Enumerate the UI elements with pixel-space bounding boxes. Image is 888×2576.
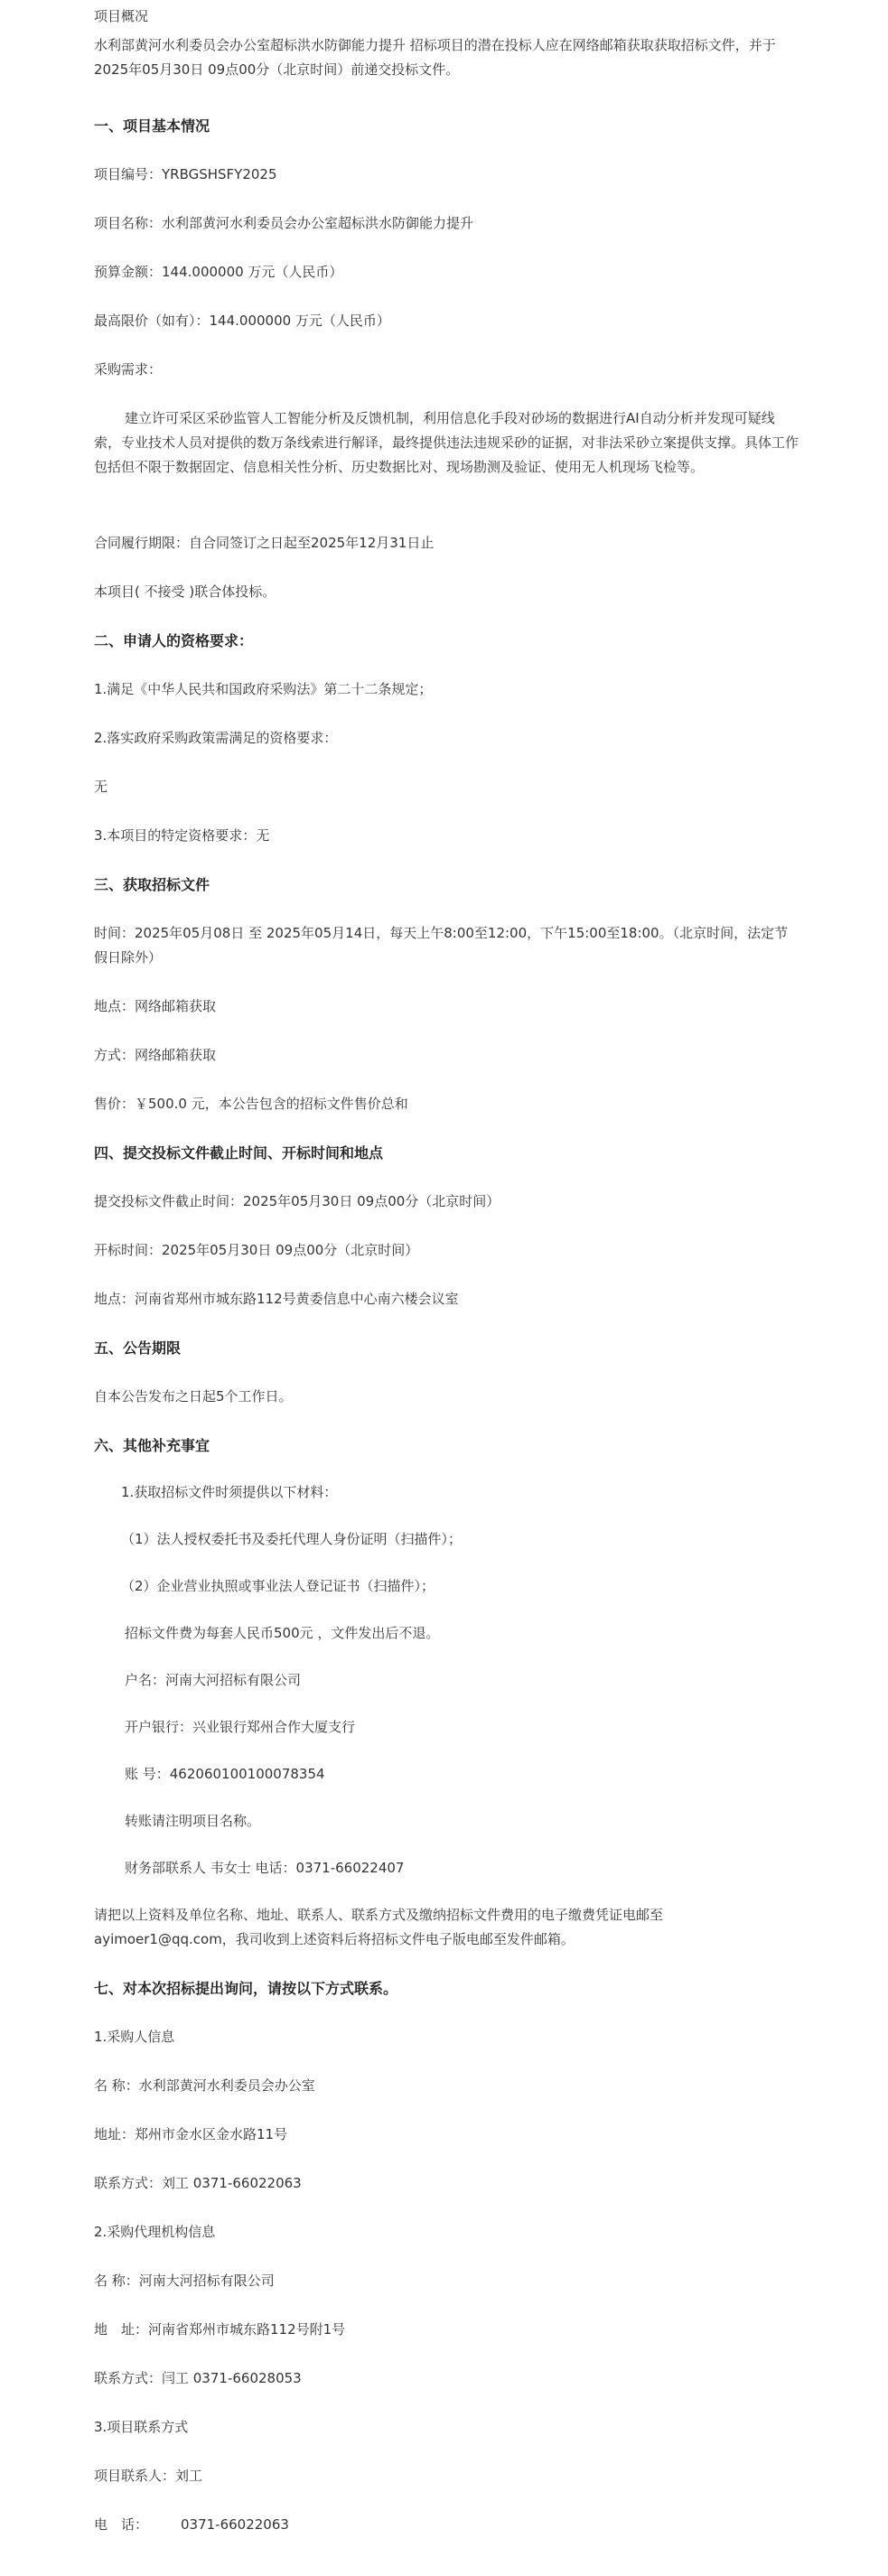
qualification-3: 3.本项目的特定资格要求：无 [94,827,270,844]
buyer-name: 名 称：水利部黄河水利委员会办公室 [94,2077,315,2094]
agent-info-title: 2.采购代理机构信息 [94,2224,216,2240]
overview-label: 项目概况 [94,8,149,24]
consortium-note: 本项目( 不接受 )联合体投标。 [94,583,276,600]
phone-label: 电 话： [94,2516,149,2533]
finance-contact: 财务部联系人 韦女士 电话：0371-66022407 [125,1860,405,1876]
bid-opening-time: 开标时间：2025年05月30日 09点00分（北京时间） [94,1242,419,1258]
budget-amount: 预算金额：144.000000 万元（人民币） [94,264,343,280]
bid-deadline: 提交投标文件截止时间：2025年05月30日 09点00分（北京时间） [94,1193,500,1209]
document-fee: 招标文件费为每套人民币500元 ，文件发出后不退。 [125,1625,440,1641]
account-number: 账 号：462060100100078354 [125,1766,325,1782]
contract-period: 合同履行期限：自合同签订之日起至2025年12月31日止 [94,535,435,551]
project-contact-title: 3.项目联系方式 [94,2419,189,2435]
document-price: 售价：￥500.0 元，本公告包含的招标文件售价总和 [94,1096,408,1112]
supplement-item-1: 1.获取招标文件时须提供以下材料： [121,1484,338,1500]
obtain-place: 地点：网络邮箱获取 [94,998,217,1014]
agent-address: 地 址：河南省郑州市城东路112号附1号 [94,2321,346,2338]
max-price: 最高限价（如有）：144.000000 万元（人民币） [94,313,390,329]
phone-number: 0371-66022063 [181,2516,289,2533]
project-contact-phone [94,2513,800,2537]
buyer-contact: 联系方式：刘工 0371-66022063 [94,2175,302,2191]
section-1-heading: 一、项目基本情况 [94,117,210,135]
qualification-2-value: 无 [94,779,108,795]
agent-contact: 联系方式：闫工 0371-66028053 [94,2370,302,2386]
bid-opening-place: 地点：河南省郑州市城东路112号黄委信息中心南六楼会议室 [94,1291,459,1307]
project-number: 项目编号：YRBGSHSFY2025 [94,166,277,182]
section-5-heading: 五、公告期限 [94,1339,182,1357]
section-2-heading: 二、申请人的资格要求： [94,632,254,649]
obtain-time: 时间：2025年05月08日 至 2025年05月14日，每天上午8:00至12:00，下午15:00至18:00。（北京时间，法定节假日除外） [94,925,789,966]
agent-name: 名 称：河南大河招标有限公司 [94,2273,275,2289]
qualification-1: 1.满足《中华人民共和国政府采购法》第二十二条规定； [94,681,433,697]
supplement-item-1a: （1）法人授权委托书及委托代理人身份证明（扫描件）； [121,1531,463,1547]
project-contact-person: 项目联系人：刘工 [94,2468,203,2484]
section-4-heading: 四、提交投标文件截止时间、开标时间和地点 [94,1144,384,1162]
buyer-info-title: 1.采购人信息 [94,2029,175,2045]
email-instructions: 请把以上资料及单位名称、地址、联系人、联系方式及缴纳招标文件费用的电子缴费凭证电邮至ayimoer1@qq.com，我司收到上述资料后将招标文件电子版电邮至发件邮箱。 [94,1907,664,1947]
qualification-2: 2.落实政府采购政策需满足的资格要求： [94,730,338,746]
overview-text: 水利部黄河水利委员会办公室超标洪水防御能力提升 招标项目的潜在投标人应在网络邮箱获取获取招标文件，并于2025年05月30日 09点00分（北京时间）前递交投标文件。 [94,37,776,78]
demand-text: 建立许可采区采砂监管人工智能分析及反馈机制，利用信息化手段对砂场的数据进行AI自动分析并发现可疑线索，专业技术人员对提供的数万条线索进行解译，最终提供违法违规采砂的证据，对非法采砂立案提供支撑。具体工作包括但不限于数据固定、信息相关性分析、历史数据比对、现场勘测及验证、使用无人机现场飞检等。 [94,410,799,475]
demand-label: 采购需求： [94,361,163,378]
account-name: 户名：河南大河招标有限公司 [125,1672,302,1688]
buyer-address: 地址：郑州市金水区金水路11号 [94,2126,288,2142]
obtain-method: 方式：网络邮箱获取 [94,1047,217,1063]
supplement-item-1b: （2）企业营业执照或事业法人登记证书（扫描件）； [121,1578,435,1594]
transfer-note: 转账请注明项目名称。 [125,1813,261,1829]
notice-period: 自本公告发布之日起5个工作日。 [94,1388,293,1405]
bank-name: 开户银行：兴业银行郑州合作大厦支行 [125,1719,356,1735]
section-3-heading: 三、获取招标文件 [94,876,210,893]
section-6-heading: 六、其他补充事宜 [94,1437,210,1454]
project-name: 项目名称：水利部黄河水利委员会办公室超标洪水防御能力提升 [94,215,474,231]
section-7-heading: 七、对本次招标提出询问，请按以下方式联系。 [94,1980,398,1997]
